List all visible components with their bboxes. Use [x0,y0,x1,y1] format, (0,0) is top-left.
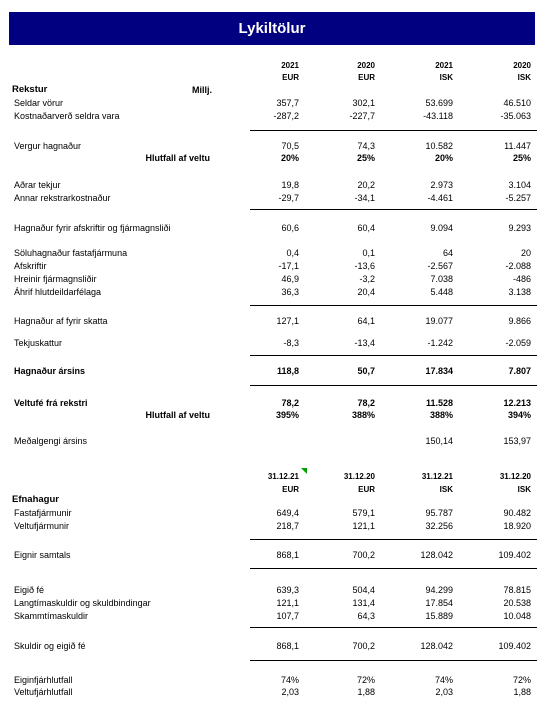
cell: 2,03 [435,687,453,697]
cell: 128.042 [420,641,453,651]
cell: 10.048 [503,611,531,621]
cell: 394% [507,410,531,420]
row-label: Langtímaskuldir og skuldbindingar [14,598,151,608]
table-row [0,674,541,686]
divider [250,539,537,540]
col-unit: ISK [517,73,531,82]
cell: 388% [351,410,375,420]
cell: 3.138 [508,287,531,297]
cell: -43.118 [423,111,453,121]
cell: 7.807 [508,366,531,376]
cell: 74% [434,675,453,685]
cell: 128.042 [420,550,453,560]
row-label: Skammtímaskuldir [14,611,89,621]
cell: 700,2 [352,550,375,560]
cell: 25% [356,153,375,163]
total-row [0,365,541,377]
table-row [0,507,541,519]
table-row [0,273,541,285]
cell: -2.567 [427,261,453,271]
row-label: Skuldir og eigið fé [14,641,86,651]
cell: 60,6 [281,223,299,233]
cell: 20,2 [357,180,375,190]
cell: -34,1 [354,193,375,203]
cell: 395% [275,410,299,420]
cell: 74,3 [357,141,375,151]
table-row [0,520,541,532]
cell: 9.293 [508,223,531,233]
column-header-years [0,60,541,72]
cell: 32.256 [425,521,453,531]
col-unit: ISK [439,73,453,82]
col-unit: EUR [358,485,375,494]
cell: 50,7 [357,366,375,376]
cell: 0,4 [286,248,299,258]
col-header: 31.12.20 [499,472,531,481]
cell: 3.104 [508,180,531,190]
cell: 218,7 [276,521,299,531]
cell: 72% [356,675,375,685]
ratio-row [0,409,541,421]
cell: -13,4 [354,338,375,348]
cell: 357,7 [276,98,299,108]
cell: 649,4 [276,508,299,518]
divider [250,130,537,131]
cell: -35.063 [500,111,531,121]
cell: 1,88 [513,687,531,697]
cell: 10.582 [425,141,453,151]
cell: -3,2 [359,274,375,284]
table-row [0,192,541,204]
cell: -4.461 [427,193,453,203]
divider [250,627,537,628]
cell: 11.528 [425,398,453,408]
row-label: Veltufjárhlutfall [14,687,73,697]
cell: 107,7 [276,611,299,621]
cell: 17.834 [425,366,453,376]
cell: -1.242 [427,338,453,348]
cell: 78,2 [281,398,299,408]
cell: 127,1 [276,316,299,326]
total-row [0,397,541,409]
cell: 121,1 [276,598,299,608]
col-header: 2021 [435,61,453,70]
row-label: Hlutfall af veltu [145,410,210,420]
cell: -8,3 [283,338,299,348]
col-unit: ISK [517,485,531,494]
cell: 109.402 [498,641,531,651]
table-row [0,584,541,596]
cell: 868,1 [276,550,299,560]
divider [250,660,537,661]
row-label: Eiginfjárhlutfall [14,675,73,685]
cell: 639,3 [276,585,299,595]
cell: -227,7 [349,111,375,121]
total-row [0,640,541,652]
cell: -2.088 [505,261,531,271]
cell: 9.866 [508,316,531,326]
row-label: Söluhagnaður fastafjármuna [14,248,128,258]
unit-label: Millj. [192,85,212,95]
divider [250,355,537,356]
cell: 150,14 [425,436,453,446]
row-label: Áhrif hlutdeildarfélaga [14,287,102,297]
cell: -13,6 [354,261,375,271]
cell: 1,88 [357,687,375,697]
total-row [0,549,541,561]
section-rekstur [0,84,541,96]
cell: -2.059 [505,338,531,348]
cell: 60,4 [357,223,375,233]
cell: 20% [280,153,299,163]
cell: 868,1 [276,641,299,651]
table-row [0,222,541,234]
row-label: Tekjuskattur [14,338,63,348]
row-label: Hagnaður ársins [14,366,86,376]
cell: 90.482 [503,508,531,518]
cell: 579,1 [352,508,375,518]
section-title: Efnahagur [12,494,59,505]
cell: 12.213 [503,398,531,408]
col-header: 31.12.21 [421,472,453,481]
cell: 46.510 [503,98,531,108]
row-label: Afskriftir [14,261,47,271]
col-header: 31.12.21 [267,472,299,481]
cell: -17,1 [278,261,299,271]
cell: 118,8 [276,366,299,376]
row-label: Kostnaðarverð seldra vara [14,111,120,121]
table-row [0,247,541,259]
table-row [0,286,541,298]
cell: 19,8 [281,180,299,190]
row-label: Eigið fé [14,585,45,595]
table-row [0,686,541,698]
table-row [0,610,541,622]
row-label: Hlutfall af veltu [145,153,210,163]
divider [250,209,537,210]
divider [250,305,537,306]
cell: 20 [520,248,531,258]
row-label: Veltufé frá rekstri [14,398,88,408]
row-label: Aðrar tekjur [14,180,61,190]
cell: 19.077 [425,316,453,326]
cell: 72% [512,675,531,685]
cell: 131,4 [352,598,375,608]
cell: 94.299 [425,585,453,595]
cell: 302,1 [352,98,375,108]
col-header: 2020 [513,61,531,70]
cell: 2,03 [281,687,299,697]
divider [250,385,537,386]
cell: 11.447 [504,141,531,151]
cell: 2.973 [430,180,453,190]
section-efnahagur [0,494,541,506]
cell: 20.538 [503,598,531,608]
column-header-units [0,72,541,84]
cell: -5.257 [505,193,531,203]
row-label: Eignir samtals [14,550,71,560]
row-label: Fastafjármunir [14,508,72,518]
cell: 20,4 [357,287,375,297]
row-label: Hagnaður af fyrir skatta [14,316,108,326]
table-row [0,140,541,152]
cell: -486 [512,274,531,284]
cell: -287,2 [273,111,299,121]
col-unit: EUR [282,485,299,494]
cell: 64,1 [357,316,375,326]
cell: 78.815 [503,585,531,595]
cell: 9.094 [430,223,453,233]
cell: -29,7 [278,193,299,203]
cell: 17.854 [425,598,453,608]
row-label: Annar rekstrarkostnaður [14,193,111,203]
row-label: Seldar vörur [14,98,64,108]
cell: 95.787 [425,508,453,518]
cell: 78,2 [357,398,375,408]
cell: 64 [442,248,453,258]
cell: 36,3 [281,287,299,297]
row-label: Hagnaður fyrir afskriftir og fjármagnsliði [14,223,171,233]
table-row [0,110,541,122]
cell: 5.448 [430,287,453,297]
cell: 700,2 [352,641,375,651]
cell: 15.889 [425,611,453,621]
cell: 18.920 [503,521,531,531]
cell: 388% [429,410,453,420]
table-row [0,179,541,191]
cell: 121,1 [352,521,375,531]
row-label: Veltufjármunir [14,521,70,531]
row-label: Vergur hagnaður [14,141,82,151]
cell: 25% [512,153,531,163]
column-header-dates [0,471,541,483]
cell: 20% [434,153,453,163]
cell: 46,9 [281,274,299,284]
table-row [0,97,541,109]
cell: 70,5 [281,141,299,151]
table-row [0,315,541,327]
cell: 53.699 [425,98,453,108]
cell: 0,1 [362,248,375,258]
col-header: 2021 [281,61,299,70]
col-unit: ISK [439,485,453,494]
cell: 504,4 [352,585,375,595]
ratio-row [0,152,541,164]
table-row [0,597,541,609]
table-row [0,337,541,349]
table-row [0,435,541,447]
col-header: 31.12.20 [343,472,375,481]
col-unit: EUR [282,73,299,82]
row-label: Meðalgengi ársins [14,436,88,446]
cell: 109.402 [498,550,531,560]
cell: 153,97 [503,436,531,446]
page-title: Lykiltölur [9,12,535,45]
table-row [0,260,541,272]
cell: 7.038 [430,274,453,284]
col-unit: EUR [358,73,375,82]
col-header: 2020 [357,61,375,70]
cell: 74% [280,675,299,685]
section-title: Rekstur [12,84,48,95]
row-label: Hreinir fjármagnsliðir [14,274,97,284]
divider [250,568,537,569]
cell: 64,3 [357,611,375,621]
